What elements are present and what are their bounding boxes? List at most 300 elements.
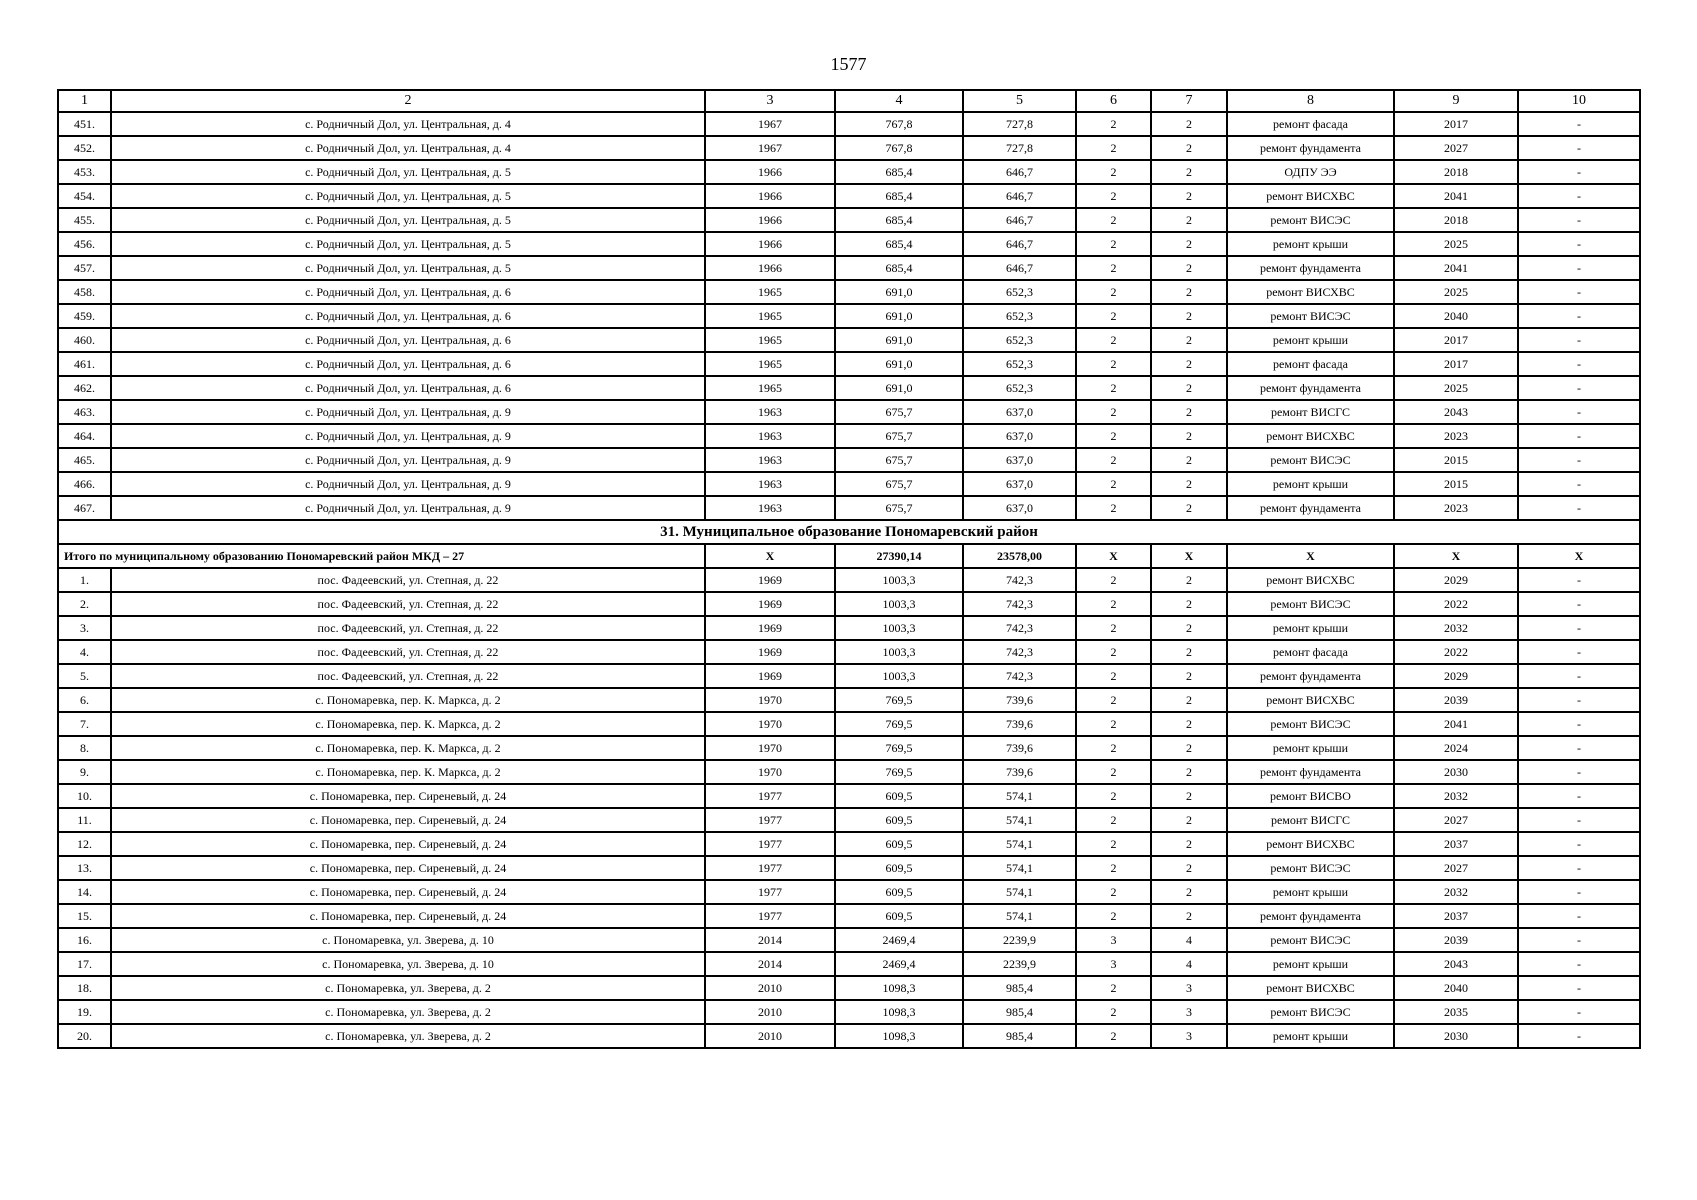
total-area-cell: 675,7 xyxy=(835,448,963,472)
row-number-cell: 20. xyxy=(58,1024,111,1048)
column-number-row xyxy=(58,90,1640,112)
column-7-cell: 2 xyxy=(1151,496,1227,520)
planned-year-cell: 2032 xyxy=(1394,784,1518,808)
row-number-cell: 452. xyxy=(58,136,111,160)
build-year-cell: 1977 xyxy=(705,808,835,832)
build-year-cell: 1965 xyxy=(705,376,835,400)
page-number: 1577 xyxy=(830,54,867,74)
residential-area-cell: 652,3 xyxy=(963,328,1076,352)
column-7-cell: 2 xyxy=(1151,328,1227,352)
build-year-cell: 2010 xyxy=(705,1024,835,1048)
build-year-cell: 1977 xyxy=(705,784,835,808)
total-cell: Х xyxy=(1394,544,1518,568)
column-7-cell: 3 xyxy=(1151,1024,1227,1048)
residential-area-cell: 742,3 xyxy=(963,568,1076,592)
work-type-cell: ОДПУ ЭЭ xyxy=(1227,160,1394,184)
residential-area-cell: 727,8 xyxy=(963,112,1076,136)
residential-area-cell: 742,3 xyxy=(963,592,1076,616)
total-area-cell: 1003,3 xyxy=(835,592,963,616)
residential-area-cell: 727,8 xyxy=(963,136,1076,160)
column-6-cell: 2 xyxy=(1076,328,1151,352)
residential-area-cell: 574,1 xyxy=(963,880,1076,904)
build-year-cell: 1966 xyxy=(705,184,835,208)
planned-year-cell: 2043 xyxy=(1394,952,1518,976)
total-area-cell: 609,5 xyxy=(835,904,963,928)
column-10-cell: - xyxy=(1518,880,1640,904)
planned-year-cell: 2039 xyxy=(1394,688,1518,712)
address-cell: с. Родничный Дол, ул. Центральная, д. 6 xyxy=(111,304,705,328)
table-row xyxy=(58,160,1640,184)
column-7-cell: 2 xyxy=(1151,832,1227,856)
build-year-cell: 1965 xyxy=(705,328,835,352)
row-number-cell: 9. xyxy=(58,760,111,784)
column-6-cell: 2 xyxy=(1076,472,1151,496)
column-10-cell: - xyxy=(1518,760,1640,784)
work-type-cell: ремонт фундамента xyxy=(1227,760,1394,784)
table-row xyxy=(58,568,1640,592)
row-number-cell: 461. xyxy=(58,352,111,376)
column-7-cell: 2 xyxy=(1151,712,1227,736)
total-area-cell: 769,5 xyxy=(835,736,963,760)
column-6-cell: 2 xyxy=(1076,856,1151,880)
column-7-cell: 2 xyxy=(1151,664,1227,688)
column-number: 8 xyxy=(1227,90,1394,112)
table-row xyxy=(58,616,1640,640)
address-cell: с. Пономаревка, пер. Сиреневый, д. 24 xyxy=(111,904,705,928)
table-row xyxy=(58,256,1640,280)
column-10-cell: - xyxy=(1518,352,1640,376)
column-6-cell: 2 xyxy=(1076,784,1151,808)
column-10-cell: - xyxy=(1518,232,1640,256)
row-number-cell: 455. xyxy=(58,208,111,232)
residential-area-cell: 652,3 xyxy=(963,352,1076,376)
address-cell: с. Пономаревка, ул. Зверева, д. 2 xyxy=(111,976,705,1000)
column-6-cell: 2 xyxy=(1076,496,1151,520)
total-area-cell: 609,5 xyxy=(835,880,963,904)
work-type-cell: ремонт ВИСЭС xyxy=(1227,928,1394,952)
column-7-cell: 3 xyxy=(1151,976,1227,1000)
column-7-cell: 2 xyxy=(1151,616,1227,640)
row-number-cell: 13. xyxy=(58,856,111,880)
column-7-cell: 2 xyxy=(1151,232,1227,256)
column-10-cell: - xyxy=(1518,688,1640,712)
column-number: 1 xyxy=(58,90,111,112)
address-cell: с. Родничный Дол, ул. Центральная, д. 4 xyxy=(111,112,705,136)
row-number-cell: 16. xyxy=(58,928,111,952)
column-6-cell: 2 xyxy=(1076,448,1151,472)
table-row xyxy=(58,424,1640,448)
planned-year-cell: 2024 xyxy=(1394,736,1518,760)
column-10-cell: - xyxy=(1518,184,1640,208)
table-row xyxy=(58,832,1640,856)
total-area-cell: 691,0 xyxy=(835,352,963,376)
row-number-cell: 467. xyxy=(58,496,111,520)
residential-area-cell: 739,6 xyxy=(963,760,1076,784)
total-area-cell: 685,4 xyxy=(835,208,963,232)
residential-area-cell: 646,7 xyxy=(963,184,1076,208)
column-6-cell: 2 xyxy=(1076,136,1151,160)
column-7-cell: 2 xyxy=(1151,112,1227,136)
table-row xyxy=(58,1000,1640,1024)
total-area-cell: 2469,4 xyxy=(835,928,963,952)
total-area-cell: 1098,3 xyxy=(835,1024,963,1048)
residential-area-cell: 637,0 xyxy=(963,400,1076,424)
address-cell: с. Родничный Дол, ул. Центральная, д. 6 xyxy=(111,328,705,352)
column-7-cell: 2 xyxy=(1151,760,1227,784)
residential-area-cell: 646,7 xyxy=(963,256,1076,280)
residential-area-cell: 985,4 xyxy=(963,976,1076,1000)
planned-year-cell: 2025 xyxy=(1394,376,1518,400)
column-7-cell: 2 xyxy=(1151,352,1227,376)
column-10-cell: - xyxy=(1518,1000,1640,1024)
planned-year-cell: 2023 xyxy=(1394,496,1518,520)
planned-year-cell: 2023 xyxy=(1394,424,1518,448)
work-type-cell: ремонт ВИСЭС xyxy=(1227,304,1394,328)
column-6-cell: 2 xyxy=(1076,736,1151,760)
column-10-cell: - xyxy=(1518,448,1640,472)
address-cell: с. Пономаревка, пер. К. Маркса, д. 2 xyxy=(111,760,705,784)
total-area-cell: 1098,3 xyxy=(835,1000,963,1024)
work-type-cell: ремонт ВИСХВС xyxy=(1227,568,1394,592)
column-10-cell: - xyxy=(1518,736,1640,760)
column-10-cell: - xyxy=(1518,976,1640,1000)
planned-year-cell: 2032 xyxy=(1394,616,1518,640)
work-type-cell: ремонт фасада xyxy=(1227,112,1394,136)
build-year-cell: 1969 xyxy=(705,664,835,688)
table-row xyxy=(58,472,1640,496)
total-area-cell: 675,7 xyxy=(835,400,963,424)
column-10-cell: - xyxy=(1518,808,1640,832)
build-year-cell: 1970 xyxy=(705,736,835,760)
total-area-cell: 1003,3 xyxy=(835,616,963,640)
address-cell: с. Родничный Дол, ул. Центральная, д. 5 xyxy=(111,208,705,232)
total-area-cell: 769,5 xyxy=(835,760,963,784)
column-6-cell: 2 xyxy=(1076,664,1151,688)
column-number: 3 xyxy=(705,90,835,112)
address-cell: с. Пономаревка, пер. Сиреневый, д. 24 xyxy=(111,856,705,880)
address-cell: с. Родничный Дол, ул. Центральная, д. 6 xyxy=(111,280,705,304)
column-6-cell: 2 xyxy=(1076,760,1151,784)
planned-year-cell: 2030 xyxy=(1394,760,1518,784)
address-cell: с. Пономаревка, пер. Сиреневый, д. 24 xyxy=(111,832,705,856)
planned-year-cell: 2029 xyxy=(1394,568,1518,592)
column-10-cell: - xyxy=(1518,112,1640,136)
section-block xyxy=(58,520,1640,568)
planned-year-cell: 2041 xyxy=(1394,256,1518,280)
table-row xyxy=(58,280,1640,304)
total-area-cell: 767,8 xyxy=(835,112,963,136)
planned-year-cell: 2029 xyxy=(1394,664,1518,688)
column-10-cell: - xyxy=(1518,928,1640,952)
row-number-cell: 17. xyxy=(58,952,111,976)
column-7-cell: 2 xyxy=(1151,376,1227,400)
work-type-cell: ремонт крыши xyxy=(1227,1024,1394,1048)
address-cell: с. Родничный Дол, ул. Центральная, д. 6 xyxy=(111,352,705,376)
column-number: 6 xyxy=(1076,90,1151,112)
column-7-cell: 2 xyxy=(1151,160,1227,184)
planned-year-cell: 2025 xyxy=(1394,280,1518,304)
column-6-cell: 2 xyxy=(1076,376,1151,400)
address-cell: с. Пономаревка, пер. Сиреневый, д. 24 xyxy=(111,808,705,832)
address-cell: с. Пономаревка, пер. К. Маркса, д. 2 xyxy=(111,688,705,712)
planned-year-cell: 2040 xyxy=(1394,304,1518,328)
housing-repair-table xyxy=(57,89,1641,1049)
residential-area-cell: 739,6 xyxy=(963,688,1076,712)
work-type-cell: ремонт ВИСЭС xyxy=(1227,712,1394,736)
row-number-cell: 465. xyxy=(58,448,111,472)
total-area-cell: 691,0 xyxy=(835,328,963,352)
address-cell: с. Родничный Дол, ул. Центральная, д. 5 xyxy=(111,256,705,280)
planned-year-cell: 2037 xyxy=(1394,904,1518,928)
work-type-cell: ремонт ВИСВО xyxy=(1227,784,1394,808)
address-cell: с. Родничный Дол, ул. Центральная, д. 9 xyxy=(111,400,705,424)
work-type-cell: ремонт ВИСГС xyxy=(1227,400,1394,424)
table-row xyxy=(58,592,1640,616)
column-10-cell: - xyxy=(1518,904,1640,928)
total-area-cell: 1003,3 xyxy=(835,664,963,688)
row-number-cell: 18. xyxy=(58,976,111,1000)
column-10-cell: - xyxy=(1518,1024,1640,1048)
build-year-cell: 1963 xyxy=(705,400,835,424)
work-type-cell: ремонт ВИСХВС xyxy=(1227,976,1394,1000)
table-row xyxy=(58,184,1640,208)
build-year-cell: 1963 xyxy=(705,424,835,448)
build-year-cell: 2010 xyxy=(705,976,835,1000)
address-cell: с. Родничный Дол, ул. Центральная, д. 9 xyxy=(111,472,705,496)
column-10-cell: - xyxy=(1518,376,1640,400)
planned-year-cell: 2027 xyxy=(1394,856,1518,880)
column-6-cell: 2 xyxy=(1076,1024,1151,1048)
row-number-cell: 5. xyxy=(58,664,111,688)
address-cell: с. Пономаревка, пер. Сиреневый, д. 24 xyxy=(111,880,705,904)
residential-area-cell: 652,3 xyxy=(963,376,1076,400)
column-10-cell: - xyxy=(1518,160,1640,184)
residential-area-cell: 637,0 xyxy=(963,448,1076,472)
work-type-cell: ремонт ВИСХВС xyxy=(1227,424,1394,448)
table-row xyxy=(58,712,1640,736)
planned-year-cell: 2022 xyxy=(1394,640,1518,664)
work-type-cell: ремонт ВИСЭС xyxy=(1227,592,1394,616)
total-area-cell: 609,5 xyxy=(835,784,963,808)
build-year-cell: 1967 xyxy=(705,112,835,136)
column-10-cell: - xyxy=(1518,304,1640,328)
residential-area-cell: 574,1 xyxy=(963,832,1076,856)
work-type-cell: ремонт ВИСЭС xyxy=(1227,448,1394,472)
column-7-cell: 2 xyxy=(1151,784,1227,808)
planned-year-cell: 2037 xyxy=(1394,832,1518,856)
address-cell: с. Родничный Дол, ул. Центральная, д. 4 xyxy=(111,136,705,160)
column-7-cell: 2 xyxy=(1151,592,1227,616)
table-row xyxy=(58,784,1640,808)
row-number-cell: 463. xyxy=(58,400,111,424)
planned-year-cell: 2018 xyxy=(1394,160,1518,184)
column-7-cell: 4 xyxy=(1151,952,1227,976)
row-number-cell: 12. xyxy=(58,832,111,856)
column-6-cell: 2 xyxy=(1076,712,1151,736)
column-7-cell: 2 xyxy=(1151,208,1227,232)
table-row xyxy=(58,664,1640,688)
column-6-cell: 2 xyxy=(1076,1000,1151,1024)
work-type-cell: ремонт крыши xyxy=(1227,232,1394,256)
column-7-cell: 2 xyxy=(1151,448,1227,472)
total-area-cell: 2469,4 xyxy=(835,952,963,976)
row-number-cell: 454. xyxy=(58,184,111,208)
total-area-cell: 685,4 xyxy=(835,160,963,184)
column-6-cell: 2 xyxy=(1076,304,1151,328)
column-number: 10 xyxy=(1518,90,1640,112)
column-7-cell: 2 xyxy=(1151,256,1227,280)
build-year-cell: 1969 xyxy=(705,640,835,664)
column-7-cell: 2 xyxy=(1151,400,1227,424)
total-area-cell: 675,7 xyxy=(835,424,963,448)
work-type-cell: ремонт ВИСХВС xyxy=(1227,688,1394,712)
total-cell: 27390,14 xyxy=(835,544,963,568)
column-6-cell: 2 xyxy=(1076,616,1151,640)
total-area-cell: 675,7 xyxy=(835,472,963,496)
table-row xyxy=(58,1024,1640,1048)
column-10-cell: - xyxy=(1518,280,1640,304)
address-cell: с. Пономаревка, ул. Зверева, д. 10 xyxy=(111,952,705,976)
table-row xyxy=(58,904,1640,928)
row-number-cell: 460. xyxy=(58,328,111,352)
table-row xyxy=(58,808,1640,832)
column-6-cell: 2 xyxy=(1076,688,1151,712)
column-7-cell: 2 xyxy=(1151,184,1227,208)
address-cell: пос. Фадеевский, ул. Степная, д. 22 xyxy=(111,664,705,688)
work-type-cell: ремонт крыши xyxy=(1227,736,1394,760)
column-6-cell: 2 xyxy=(1076,352,1151,376)
row-number-cell: 7. xyxy=(58,712,111,736)
column-10-cell: - xyxy=(1518,328,1640,352)
column-7-cell: 2 xyxy=(1151,136,1227,160)
address-cell: с. Пономаревка, ул. Зверева, д. 2 xyxy=(111,1024,705,1048)
row-number-cell: 11. xyxy=(58,808,111,832)
total-area-cell: 609,5 xyxy=(835,808,963,832)
column-10-cell: - xyxy=(1518,592,1640,616)
column-6-cell: 2 xyxy=(1076,904,1151,928)
total-area-cell: 609,5 xyxy=(835,832,963,856)
row-number-cell: 453. xyxy=(58,160,111,184)
residential-area-cell: 742,3 xyxy=(963,616,1076,640)
work-type-cell: ремонт фундамента xyxy=(1227,376,1394,400)
build-year-cell: 1967 xyxy=(705,136,835,160)
build-year-cell: 1977 xyxy=(705,856,835,880)
column-7-cell: 4 xyxy=(1151,928,1227,952)
total-area-cell: 685,4 xyxy=(835,184,963,208)
address-cell: пос. Фадеевский, ул. Степная, д. 22 xyxy=(111,640,705,664)
address-cell: с. Родничный Дол, ул. Центральная, д. 9 xyxy=(111,448,705,472)
row-number-cell: 14. xyxy=(58,880,111,904)
column-10-cell: - xyxy=(1518,784,1640,808)
column-6-cell: 2 xyxy=(1076,976,1151,1000)
row-number-cell: 15. xyxy=(58,904,111,928)
work-type-cell: ремонт ВИСХВС xyxy=(1227,280,1394,304)
column-number: 5 xyxy=(963,90,1076,112)
residential-area-cell: 637,0 xyxy=(963,496,1076,520)
residential-area-cell: 646,7 xyxy=(963,160,1076,184)
work-type-cell: ремонт крыши xyxy=(1227,328,1394,352)
build-year-cell: 1963 xyxy=(705,448,835,472)
column-10-cell: - xyxy=(1518,616,1640,640)
work-type-cell: ремонт крыши xyxy=(1227,616,1394,640)
section-header-row xyxy=(58,520,1640,544)
total-label: Итого по муниципальному образованию Пономаревский район МКД – 27 xyxy=(58,544,705,568)
table-row xyxy=(58,208,1640,232)
column-6-cell: 2 xyxy=(1076,424,1151,448)
table-row xyxy=(58,928,1640,952)
column-6-cell: 2 xyxy=(1076,208,1151,232)
table-row xyxy=(58,328,1640,352)
work-type-cell: ремонт крыши xyxy=(1227,472,1394,496)
work-type-cell: ремонт фундамента xyxy=(1227,664,1394,688)
total-cell: Х xyxy=(1151,544,1227,568)
row-number-cell: 8. xyxy=(58,736,111,760)
residential-area-cell: 2239,9 xyxy=(963,928,1076,952)
section-title: 31. Муниципальное образование Пономаревский район xyxy=(58,520,1640,544)
column-7-cell: 2 xyxy=(1151,280,1227,304)
table-row xyxy=(58,880,1640,904)
address-cell: с. Пономаревка, пер. К. Маркса, д. 2 xyxy=(111,736,705,760)
work-type-cell: ремонт крыши xyxy=(1227,880,1394,904)
total-cell: Х xyxy=(1518,544,1640,568)
column-6-cell: 3 xyxy=(1076,928,1151,952)
work-type-cell: ремонт ВИСГС xyxy=(1227,808,1394,832)
build-year-cell: 1977 xyxy=(705,904,835,928)
address-cell: с. Родничный Дол, ул. Центральная, д. 9 xyxy=(111,424,705,448)
work-type-cell: ремонт фасада xyxy=(1227,640,1394,664)
work-type-cell: ремонт фундамента xyxy=(1227,136,1394,160)
column-10-cell: - xyxy=(1518,640,1640,664)
total-area-cell: 769,5 xyxy=(835,712,963,736)
work-type-cell: ремонт фундамента xyxy=(1227,904,1394,928)
column-7-cell: 2 xyxy=(1151,304,1227,328)
column-7-cell: 2 xyxy=(1151,688,1227,712)
work-type-cell: ремонт фундамента xyxy=(1227,256,1394,280)
address-cell: пос. Фадеевский, ул. Степная, д. 22 xyxy=(111,592,705,616)
column-7-cell: 2 xyxy=(1151,472,1227,496)
residential-area-cell: 2239,9 xyxy=(963,952,1076,976)
total-row xyxy=(58,544,1640,568)
build-year-cell: 1965 xyxy=(705,352,835,376)
table-row xyxy=(58,112,1640,136)
row-number-cell: 1. xyxy=(58,568,111,592)
total-area-cell: 675,7 xyxy=(835,496,963,520)
work-type-cell: ремонт ВИСХВС xyxy=(1227,832,1394,856)
column-number: 4 xyxy=(835,90,963,112)
build-year-cell: 1965 xyxy=(705,280,835,304)
address-cell: с. Пономаревка, ул. Зверева, д. 2 xyxy=(111,1000,705,1024)
column-number: 9 xyxy=(1394,90,1518,112)
address-cell: с. Пономаревка, ул. Зверева, д. 10 xyxy=(111,928,705,952)
row-number-cell: 2. xyxy=(58,592,111,616)
total-area-cell: 1098,3 xyxy=(835,976,963,1000)
planned-year-cell: 2041 xyxy=(1394,184,1518,208)
planned-year-cell: 2017 xyxy=(1394,112,1518,136)
column-10-cell: - xyxy=(1518,256,1640,280)
column-10-cell: - xyxy=(1518,496,1640,520)
planned-year-cell: 2041 xyxy=(1394,712,1518,736)
residential-area-cell: 574,1 xyxy=(963,904,1076,928)
residential-area-cell: 739,6 xyxy=(963,712,1076,736)
column-number: 7 xyxy=(1151,90,1227,112)
address-cell: с. Родничный Дол, ул. Центральная, д. 5 xyxy=(111,184,705,208)
planned-year-cell: 2043 xyxy=(1394,400,1518,424)
row-number-cell: 3. xyxy=(58,616,111,640)
total-cell: Х xyxy=(1076,544,1151,568)
build-year-cell: 1970 xyxy=(705,712,835,736)
build-year-cell: 1966 xyxy=(705,208,835,232)
work-type-cell: ремонт фундамента xyxy=(1227,496,1394,520)
